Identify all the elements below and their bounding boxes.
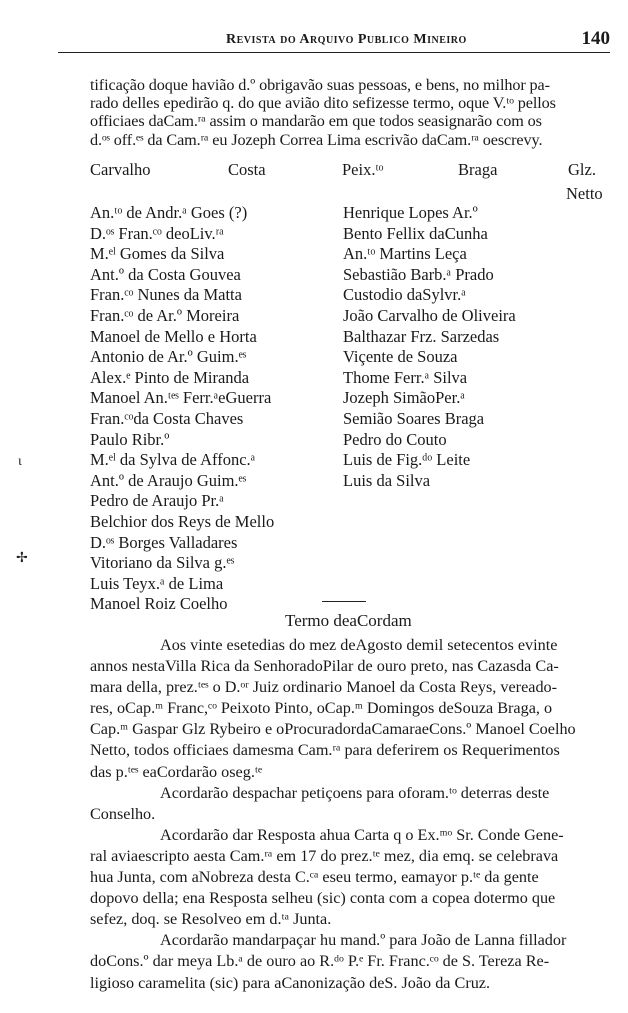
signature-carvalho: Carvalho [90, 160, 151, 179]
signatory-name: Paulo Ribr.º [90, 429, 170, 449]
signatory-name: Ant.º da Costa Gouvea [90, 264, 241, 284]
intro-line: officiaes daCam.ʳᵃ assim o mandarão em que todos seasignarão com os [90, 112, 542, 131]
signatory-name: Viçente de Souza [343, 347, 458, 367]
signatory-name: Fran.ᶜᵒ Nunes da Matta [90, 285, 242, 305]
signatory-name: Alex.ᵉ Pinto de Miranda [90, 367, 250, 387]
signatory-name: Custodio daSylvr.ᵃ [343, 285, 466, 305]
signatory-name: Pedro do Couto [343, 429, 447, 449]
body-line: annos nestaVilla Rica da SenhoradoPilar de ouro preto, nas Cazasda Ca- [90, 657, 559, 676]
body-line: hua Junta, com aNobreza desta C.ᶜᵃ eseu termo, eamayor p.ᵗᵉ da gente [90, 868, 539, 887]
signatory-name: Manoel Roiz Coelho [90, 594, 228, 614]
signatory-name: Balthazar Frz. Sarzedas [343, 326, 500, 346]
body-line: Acordarão despachar petiçoens para oforam.ᵗᵒ deterras deste [160, 783, 550, 802]
body-line: Acordarão mandarpaçar hu mand.º para João de Lanna fillador [160, 931, 567, 950]
signatory-name: Pedro de Araujo Pr.ᵃ [90, 491, 224, 511]
body-line: dopovo della; ena Resposta selheu (sic) conta com a copea dotermo que [90, 889, 556, 908]
body-line: doCons.º dar meya Lb.ᵃ de ouro ao R.ᵈᵒ P.ᵉ Fr. Franc.ᶜᵒ de S. Tereza Re- [90, 952, 550, 971]
signatory-name: Fran.ᶜᵒda Costa Chaves [90, 408, 244, 428]
signatory-name: João Carvalho de Oliveira [343, 305, 516, 325]
body-line: Aos vinte esetedias do mez deAgosto demil setecentos evinte [160, 636, 558, 654]
signature-braga: Braga [458, 160, 498, 179]
signatures-top-row [90, 160, 610, 203]
body-line: res, oCap.ᵐ Franc,ᶜᵒ Peixoto Pinto, oCap.ᵐ Domingos deSouza Braga, o [90, 699, 553, 718]
body-line: ral aviaescripto aesta Cam.ʳᵃ em 17 do prez.ᵗᵉ mez, dia emq. se celebrava [90, 846, 559, 865]
signatories-right-column [343, 203, 516, 491]
signatory-name: Thome Ferr.ᵃ Silva [343, 367, 468, 387]
intro-line: d.ᵒˢ off.ᵉˢ da Cam.ʳᵃ eu Jozeph Correa Lima escrivão daCam.ʳᵃ oescrevy. [90, 130, 543, 149]
signatory-name: D.ᵒˢ Fran.ᶜᵒ deoLiv.ʳᵃ [90, 223, 224, 243]
signatory-name: Henrique Lopes Ar.º [343, 203, 478, 222]
signatory-name: Bento Fellix daCunha [343, 223, 488, 243]
body-line: mara della, prez.ᵗᵉˢ o D.ᵒʳ Juiz ordinario Manoel da Costa Reys, vereado- [90, 678, 558, 697]
body-line: Acordarão dar Resposta ahua Carta q o Ex.ᵐᵒ Sr. Conde Gene- [160, 825, 564, 844]
signatory-name: M.ᵉˡ da Sylva de Affonc.ᵃ [90, 450, 256, 470]
signatory-name: Belchior dos Reys de Mello [90, 511, 275, 531]
signatory-name: Jozeph SimãoPer.ᵃ [343, 388, 465, 408]
body-line: ligioso caramelita (sic) para aCanonização deS. João da Cruz. [90, 973, 491, 992]
signatory-name: Luis da Silva [343, 470, 431, 490]
signatory-name: Luis de Fig.ᵈᵒ Leite [343, 450, 471, 470]
page-number: 140 [581, 28, 610, 49]
margin-mark: ɩ [18, 454, 22, 469]
signatory-name: Antonio de Ar.º Guim.ᵉˢ [90, 347, 247, 367]
section-divider [322, 601, 366, 602]
body-line: Netto, todos officiaes damesma Cam.ʳᵃ para deferirem os Requerimentos [90, 741, 560, 760]
body-line: das p.ᵗᵉˢ eaCordarão oseg.ᵗᵉ [90, 762, 263, 781]
margin-mark: ✢ [16, 551, 28, 566]
signatory-name: M.ᵉˡ Gomes da Silva [90, 244, 225, 264]
signatory-name: Ant.º de Araujo Guim.ᵉˢ [90, 470, 247, 490]
signatory-name: An.ᵗᵒ de Andr.ᵃ Goes (?) [90, 203, 248, 222]
signatory-name: Manoel An.ᵗᵉˢ Ferr.ᵃeGuerra [90, 388, 272, 408]
signatory-name: Vitoriano da Silva g.ᵉˢ [90, 553, 235, 573]
signatory-name: Semião Soares Braga [343, 408, 485, 428]
body-line: Cap.ᵐ Gaspar Glz Rybeiro e oProcuradordaCamaraeCons.º Manoel Coelho [90, 720, 576, 739]
journal-title: Revista do Arquivo Publico Mineiro [226, 32, 467, 47]
running-header [58, 30, 610, 53]
body-text [90, 635, 608, 994]
section-title: Termo deaCordam [285, 611, 412, 630]
intro-line: rado delles epedirão q. do que avião dito sefizesse termo, oque V.ᵗᵒ pellos [90, 94, 556, 113]
signatory-name: An.ᵗᵒ Martins Leça [343, 244, 467, 264]
signature-peixoto: Peix.ᵗᵒ [342, 160, 384, 179]
signatory-name: Sebastião Barb.ᵃ Prado [343, 264, 494, 284]
body-line: sefez, doq. se Resolveo em d.ᵗᵃ Junta. [90, 910, 332, 929]
signatories-left-column [90, 203, 274, 615]
body-line: Conselho. [90, 804, 156, 823]
signatory-name: Luis Teyx.ᵃ de Lima [90, 573, 224, 593]
signatory-name: D.ᵒˢ Borges Valladares [90, 532, 238, 552]
signatory-name: Manoel de Mello e Horta [90, 326, 257, 346]
signature-costa: Costa [228, 160, 266, 179]
intro-paragraph [90, 76, 608, 149]
signatory-name: Fran.ᶜᵒ de Ar.º Moreira [90, 305, 240, 325]
intro-line: tificação doque havião d.º obrigavão suas pessoas, e bens, no milhor pa- [90, 76, 550, 94]
signature-netto: Netto [566, 184, 603, 203]
signature-glz: Glz. [568, 160, 596, 179]
